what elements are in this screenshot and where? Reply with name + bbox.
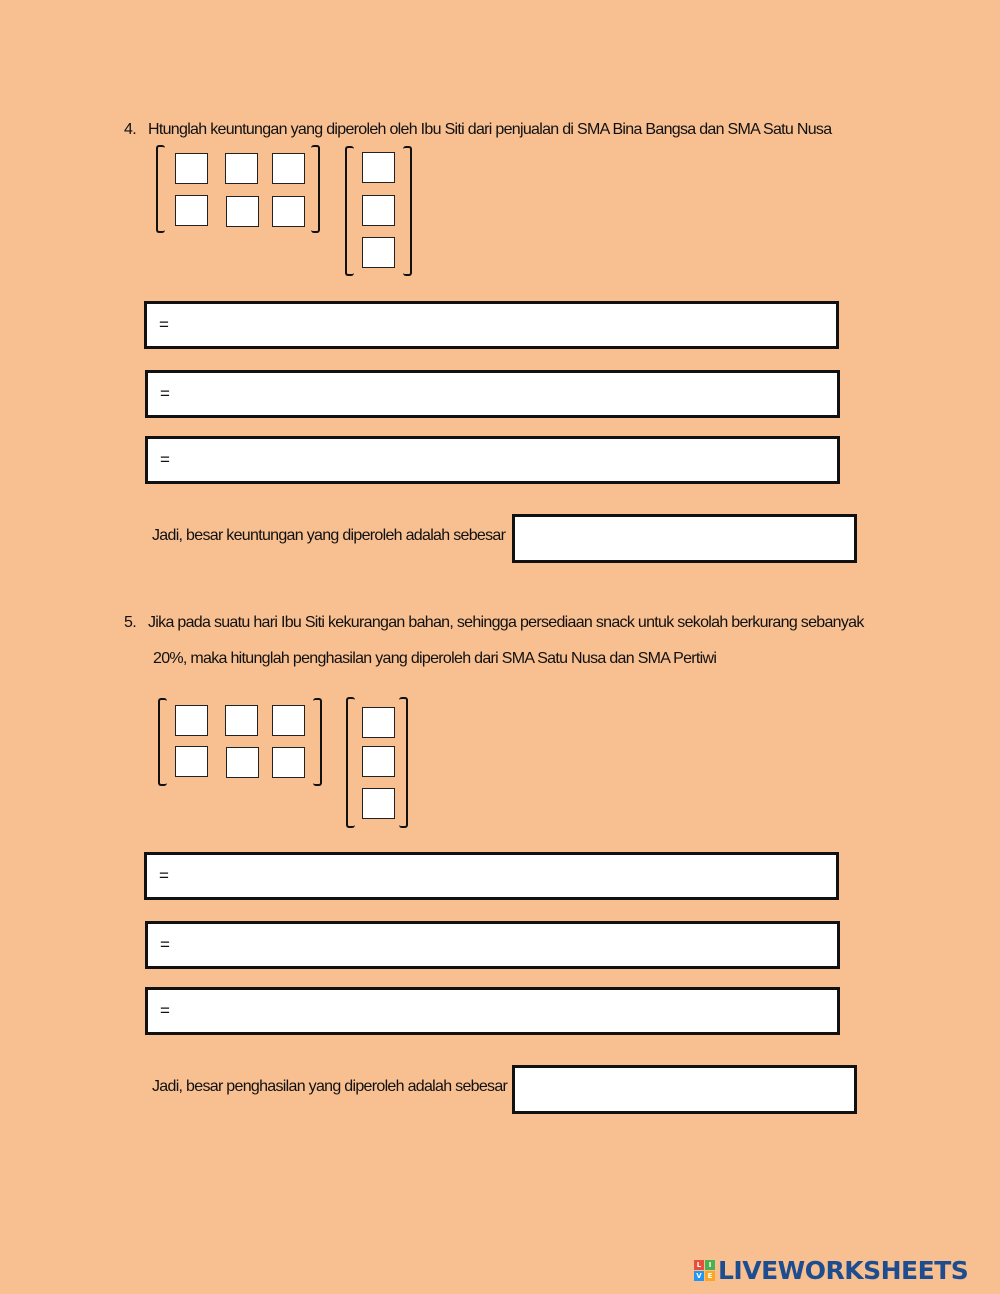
matrix-b-left-bracket	[345, 146, 354, 276]
question-5-answer-row-3[interactable]	[145, 987, 840, 1035]
matrix-b-cell-r3[interactable]	[362, 237, 395, 268]
logo-letter-e: E	[705, 1271, 715, 1281]
matrix-a-cell-r1c2[interactable]	[225, 705, 258, 736]
equals-sign: =	[160, 935, 170, 954]
equals-sign: =	[159, 866, 169, 885]
question-5-prompt-line-2: 20%, maka hitunglah penghasilan yang diperoleh dari SMA Satu Nusa dan SMA Pertiwi	[153, 650, 717, 667]
question-5-number: 5.	[124, 614, 136, 631]
matrix-a-cell-r1c3[interactable]	[272, 153, 305, 184]
matrix-a-right-bracket	[313, 698, 322, 786]
matrix-a-cell-r1c1[interactable]	[175, 153, 208, 184]
question-4-text	[124, 120, 831, 140]
matrix-a-cell-r2c2[interactable]	[226, 196, 259, 227]
question-4-answer-row-1[interactable]	[144, 301, 839, 349]
question-4-result-box[interactable]	[512, 514, 857, 563]
question-5-result-box[interactable]	[512, 1065, 857, 1114]
matrix-b-cell-r1[interactable]	[362, 707, 395, 738]
question-4-answer-row-2[interactable]	[145, 370, 840, 418]
matrix-a-cell-r1c2[interactable]	[225, 153, 258, 184]
equals-sign: =	[159, 315, 169, 334]
equals-sign: =	[160, 384, 170, 403]
matrix-b-cell-r1[interactable]	[362, 152, 395, 183]
question-4-answer-row-3[interactable]	[145, 436, 840, 484]
logo-text: LIVEWORKSHEETS	[718, 1255, 969, 1285]
matrix-a-right-bracket	[311, 145, 320, 233]
matrix-a-left-bracket	[158, 698, 167, 786]
matrix-b-right-bracket	[399, 697, 408, 828]
equals-sign: =	[160, 450, 170, 469]
question-5-answer-row-1[interactable]	[144, 852, 839, 900]
matrix-b-right-bracket	[403, 146, 412, 276]
equals-sign: =	[160, 1001, 170, 1020]
matrix-b-left-bracket	[346, 697, 355, 828]
matrix-a-cell-r2c2[interactable]	[226, 747, 259, 778]
question-4-prompt: Htunglah keuntungan yang diperoleh oleh Ibu Siti dari penjualan di SMA Bina Bangsa dan SMA Satu Nusa	[148, 121, 832, 138]
logo-icon	[694, 1260, 715, 1281]
matrix-a-cell-r2c1[interactable]	[175, 195, 208, 226]
logo-letter-i: I	[705, 1260, 715, 1270]
question-5-answer-row-2[interactable]	[145, 921, 840, 969]
question-5-prompt-line-1: Jika pada suatu hari Ibu Siti kekurangan bahan, sehingga persediaan snack untuk sekolah berkurang sebanyak	[148, 614, 864, 631]
matrix-b-cell-r3[interactable]	[362, 788, 395, 819]
matrix-a-cell-r2c3[interactable]	[272, 196, 305, 227]
question-4-number: 4.	[124, 121, 136, 138]
liveworksheets-logo	[694, 1256, 968, 1284]
matrix-a-cell-r2c3[interactable]	[272, 747, 305, 778]
matrix-a-left-bracket	[156, 145, 165, 233]
matrix-b-cell-r2[interactable]	[362, 746, 395, 777]
logo-letter-l: L	[694, 1260, 704, 1270]
question-5-conclusion: Jadi, besar penghasilan yang diperoleh adalah sebesar	[152, 1078, 508, 1095]
question-5-text	[124, 613, 864, 633]
matrix-b-cell-r2[interactable]	[362, 195, 395, 226]
matrix-a-cell-r1c3[interactable]	[272, 705, 305, 736]
question-4-conclusion: Jadi, besar keuntungan yang diperoleh adalah sebesar	[152, 527, 506, 544]
logo-letter-v: V	[694, 1271, 704, 1281]
matrix-a-cell-r2c1[interactable]	[175, 746, 208, 777]
matrix-a-cell-r1c1[interactable]	[175, 705, 208, 736]
